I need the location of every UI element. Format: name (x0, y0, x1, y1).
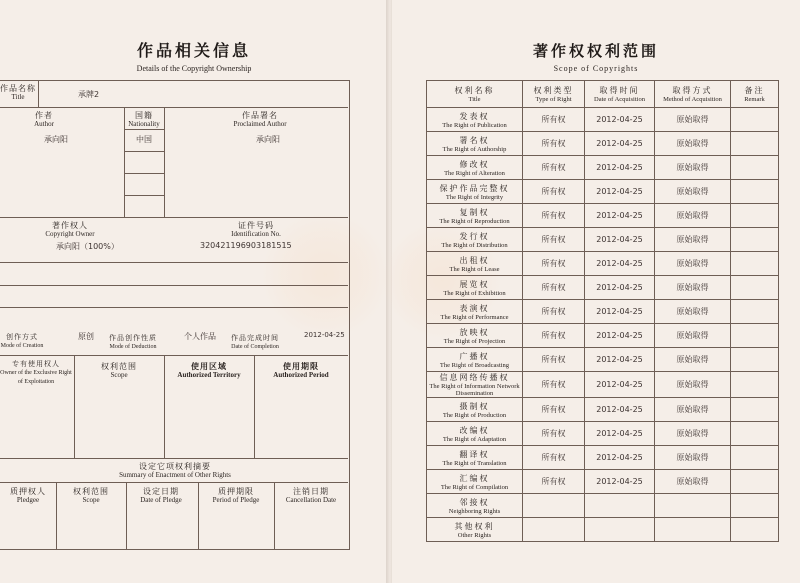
owner-value: 承向阳（100%） (56, 242, 119, 251)
column-header: 取得时间 Date of Acquisition (585, 81, 655, 108)
right-name-cell: 出租权 The Right of Lease (427, 252, 523, 276)
table-row (427, 276, 779, 300)
right-name-cell: 保护作品完整权 The Right of Integrity (427, 180, 523, 204)
acquisition-method-cell: 原始取得 (655, 228, 731, 252)
nationality-label: 国籍 Nationality (128, 111, 160, 128)
table-row (427, 494, 779, 518)
right-type-cell: 所有权 (523, 300, 585, 324)
table-row (427, 398, 779, 422)
divider (124, 195, 164, 196)
remark-cell (731, 204, 779, 228)
left-page (0, 0, 388, 583)
divider (38, 81, 39, 107)
right-name-cell: 汇编权 The Right of Compilation (427, 470, 523, 494)
remark-cell (731, 422, 779, 446)
acquisition-method-cell: 原始取得 (655, 132, 731, 156)
right-type-cell: 所有权 (523, 398, 585, 422)
divider (124, 107, 125, 217)
acquisition-method-cell: 原始取得 (655, 156, 731, 180)
table-row (427, 422, 779, 446)
remark-cell (731, 156, 779, 180)
table-row (427, 470, 779, 494)
right-type-cell: 所有权 (523, 156, 585, 180)
acquisition-date-cell: 2012-04-25 (585, 324, 655, 348)
pledge-period-label: 质押期限 Period of Pledge (212, 487, 260, 504)
divider (0, 482, 348, 483)
remark-cell (731, 398, 779, 422)
id-value: 320421196903181515 (200, 241, 292, 250)
pledge-scope-label: 权利范围 Scope (73, 487, 109, 504)
remark-cell (731, 518, 779, 542)
completion-value: 2012-04-25 (304, 331, 345, 339)
acquisition-method-cell: 原始取得 (655, 470, 731, 494)
divider (0, 458, 348, 459)
table-row (427, 180, 779, 204)
acquisition-date-cell: 2012-04-25 (585, 204, 655, 228)
divider (254, 355, 255, 458)
summary-label: 设定它项权利摘要 Summary of Enactment of Other Rights (119, 462, 231, 479)
column-header: 备注 Remark (731, 81, 779, 108)
acquisition-method-cell: 原始取得 (655, 204, 731, 228)
divider (0, 285, 348, 286)
right-name-cell: 表演权 The Right of Performance (427, 300, 523, 324)
divider (274, 482, 275, 550)
acquisition-date-cell: 2012-04-25 (585, 276, 655, 300)
acquisition-method-cell: 原始取得 (655, 422, 731, 446)
divider (0, 217, 348, 218)
divider (124, 173, 164, 174)
acquisition-date-cell: 2012-04-25 (585, 372, 655, 398)
right-header (392, 40, 800, 73)
acquisition-date-cell: 2012-04-25 (585, 180, 655, 204)
territory-label: 使用区域 Authorized Territory (177, 362, 241, 379)
table-row (427, 518, 779, 542)
completion-label: 作品完成时间 Date of Completion (231, 334, 279, 350)
column-header: 权利类型 Type of Right (523, 81, 585, 108)
right-type-cell: 所有权 (523, 180, 585, 204)
period-label: 使用期限 Authorized Period (273, 362, 329, 379)
remark-cell (731, 300, 779, 324)
right-type-cell: 所有权 (523, 372, 585, 398)
divider (74, 355, 75, 458)
right-title-en: Scope of Copyrights (553, 64, 639, 73)
acquisition-date-cell: 2012-04-25 (585, 422, 655, 446)
right-name-cell: 邻接权 Neighboring Rights (427, 494, 523, 518)
right-name-cell: 复制权 The Right of Reproduction (427, 204, 523, 228)
left-title: 作品相关信息 (136, 41, 251, 60)
acquisition-method-cell: 原始取得 (655, 372, 731, 398)
cancel-date-label: 注销日期 Cancellation Date (285, 487, 337, 504)
acquisition-date-cell (585, 518, 655, 542)
right-type-cell: 所有权 (523, 446, 585, 470)
remark-cell (731, 470, 779, 494)
right-name-cell: 改编权 The Right of Adaptation (427, 422, 523, 446)
table-row (427, 446, 779, 470)
right-name-cell: 摄制权 The Right of Production (427, 398, 523, 422)
table-header-row (427, 81, 779, 108)
divider (0, 262, 348, 263)
right-type-cell: 所有权 (523, 204, 585, 228)
work-name-value: 承牌2 (78, 90, 100, 99)
right-name-cell: 信息网络传播权 The Right of Information Network Dissemination (427, 372, 523, 398)
right-name-cell: 放映权 The Right of Projection (427, 324, 523, 348)
exclusive-owner-label: 专有使用权人 Owner of the Exclusive Right of Exploitation (0, 360, 72, 385)
acquisition-date-cell: 2012-04-25 (585, 132, 655, 156)
right-type-cell: 所有权 (523, 252, 585, 276)
divider (126, 482, 127, 550)
remark-cell (731, 228, 779, 252)
table-row (427, 108, 779, 132)
copyright-scope-table (426, 80, 779, 542)
author-label: 作者 Author (34, 111, 54, 128)
divider (56, 482, 57, 550)
table-row (427, 348, 779, 372)
remark-cell (731, 372, 779, 398)
right-type-cell (523, 518, 585, 542)
owner-label: 著作权人 Copyright Owner (45, 221, 95, 238)
table-row (427, 252, 779, 276)
acquisition-method-cell: 原始取得 (655, 446, 731, 470)
acquisition-method-cell (655, 518, 731, 542)
right-name-cell: 翻译权 The Right of Translation (427, 446, 523, 470)
acquisition-date-cell: 2012-04-25 (585, 470, 655, 494)
right-type-cell: 所有权 (523, 276, 585, 300)
right-title: 著作权权利范围 (532, 42, 659, 60)
right-name-cell: 展览权 The Right of Exhibition (427, 276, 523, 300)
right-type-cell: 所有权 (523, 228, 585, 252)
pledge-date-label: 设定日期 Date of Pledge (140, 487, 182, 504)
remark-cell (731, 446, 779, 470)
table-row (427, 324, 779, 348)
scope-label: 权利范围 Scope (101, 362, 137, 379)
right-name-cell: 广播权 The Right of Broadcasting (427, 348, 523, 372)
signature-label: 作品署名 Proclaimed Author (233, 111, 287, 128)
acquisition-method-cell: 原始取得 (655, 108, 731, 132)
divider (124, 129, 164, 130)
remark-cell (731, 132, 779, 156)
acquisition-date-cell: 2012-04-25 (585, 228, 655, 252)
divider (164, 355, 165, 458)
right-type-cell: 所有权 (523, 470, 585, 494)
acquisition-date-cell: 2012-04-25 (585, 156, 655, 180)
right-type-cell: 所有权 (523, 324, 585, 348)
acquisition-method-cell (655, 494, 731, 518)
acquisition-date-cell: 2012-04-25 (585, 300, 655, 324)
deduction-value: 个人作品 (184, 332, 216, 341)
left-header (0, 38, 388, 73)
id-label: 证件号码 Identification No. (231, 221, 281, 238)
right-name-cell: 发表权 The Right of Publication (427, 108, 523, 132)
remark-cell (731, 494, 779, 518)
acquisition-date-cell: 2012-04-25 (585, 348, 655, 372)
deduction-label: 作品创作性质 Mode of Deduction (109, 334, 157, 350)
right-type-cell: 所有权 (523, 348, 585, 372)
acquisition-method-cell: 原始取得 (655, 180, 731, 204)
divider (124, 151, 164, 152)
acquisition-date-cell: 2012-04-25 (585, 252, 655, 276)
table-row (427, 228, 779, 252)
nationality-value: 中国 (136, 135, 152, 144)
column-header: 权利名称 Title (427, 81, 523, 108)
creation-mode-value: 原创 (78, 332, 94, 341)
right-type-cell: 所有权 (523, 422, 585, 446)
table-row (427, 156, 779, 180)
right-name-cell: 修改权 The Right of Alteration (427, 156, 523, 180)
acquisition-date-cell: 2012-04-25 (585, 446, 655, 470)
table-row (427, 372, 779, 398)
acquisition-method-cell: 原始取得 (655, 300, 731, 324)
right-type-cell: 所有权 (523, 108, 585, 132)
acquisition-method-cell: 原始取得 (655, 276, 731, 300)
remark-cell (731, 324, 779, 348)
acquisition-method-cell: 原始取得 (655, 398, 731, 422)
right-type-cell: 所有权 (523, 132, 585, 156)
divider (0, 307, 348, 308)
column-header: 取得方式 Method of Acquisition (655, 81, 731, 108)
acquisition-date-cell: 2012-04-25 (585, 398, 655, 422)
divider (0, 355, 348, 356)
left-title-en: Details of the Copyright Ownership (136, 64, 252, 73)
table-row (427, 300, 779, 324)
acquisition-method-cell: 原始取得 (655, 324, 731, 348)
divider (198, 482, 199, 550)
pledgee-label: 质押权人 Pledgee (10, 487, 46, 504)
right-name-cell: 发行权 The Right of Distribution (427, 228, 523, 252)
table-row (427, 132, 779, 156)
work-name-label: 作品名称 Title (0, 84, 36, 101)
acquisition-method-cell: 原始取得 (655, 348, 731, 372)
signature-value: 承向阳 (256, 135, 280, 144)
remark-cell (731, 108, 779, 132)
author-value: 承向阳 (44, 135, 68, 144)
divider (0, 107, 348, 108)
remark-cell (731, 180, 779, 204)
acquisition-date-cell: 2012-04-25 (585, 108, 655, 132)
table-row (427, 204, 779, 228)
right-type-cell (523, 494, 585, 518)
acquisition-method-cell: 原始取得 (655, 252, 731, 276)
divider (164, 107, 165, 217)
right-name-cell: 署名权 The Right of Authorship (427, 132, 523, 156)
remark-cell (731, 348, 779, 372)
remark-cell (731, 252, 779, 276)
acquisition-date-cell (585, 494, 655, 518)
creation-mode-label: 创作方式 Mode of Creation (0, 333, 44, 349)
right-name-cell: 其他权利 Other Rights (427, 518, 523, 542)
remark-cell (731, 276, 779, 300)
